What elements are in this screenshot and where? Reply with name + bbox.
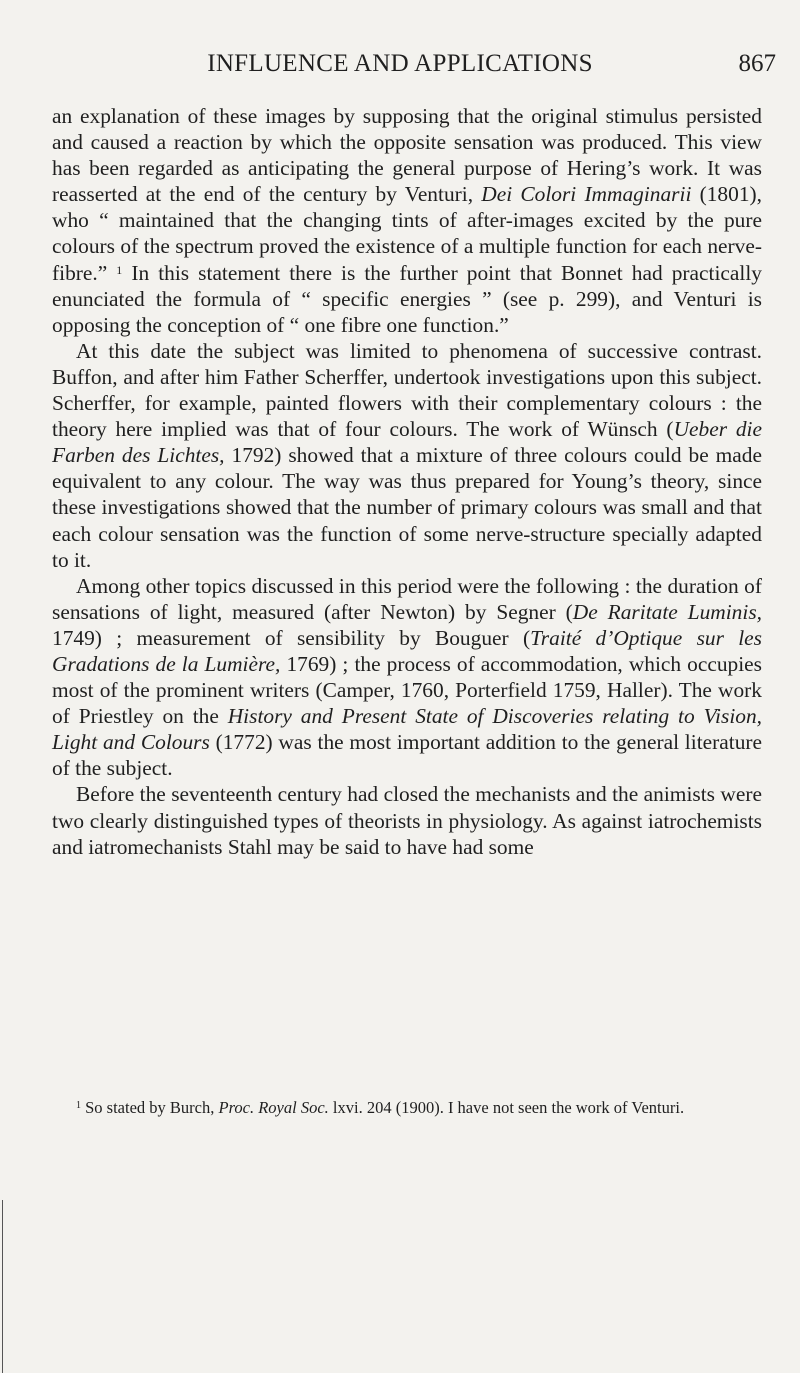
footnote-marker: 1 — [76, 1100, 81, 1111]
italic-title: De Raritate Luminis, — [572, 599, 762, 624]
text-run: At this date the subject was limited to phenomena of successive contrast. Buffon, and after him Father Scherffer, undertook investigations upon this subject. Scherffer, for example, painted flowers with their complementary colours : the theory here implied was that of four colours. The work of Wünsch ( — [52, 338, 762, 442]
running-title: INFLUENCE AND APPLICATIONS — [207, 50, 593, 77]
paragraph — [52, 103, 762, 338]
text-run: 1792) showed that a mixture of three colours could be made equivalent to any colour. The way was thus prepared for Young’s theory, since these investigations showed that the number of primary colours was small and that each colour sensation was the function of some nerve-structure specially adapted to it. — [52, 443, 762, 572]
italic-title: Ueber die Farben des Lichtes, — [52, 417, 762, 468]
paragraph — [52, 573, 762, 782]
page-edge-line — [2, 1200, 3, 1373]
body-text — [52, 103, 762, 860]
italic-title: Traité d’Optique sur les Gradations de la Lumière, — [52, 625, 762, 676]
footnote — [52, 1097, 762, 1119]
text-run: Among other topics discussed in this period were the following : the duration of sensations of light, measured (after Newton) by Segner ( — [52, 573, 762, 624]
page-header — [0, 44, 800, 84]
text-run: 1749) ; measurement of sensibility by Bouguer ( — [52, 625, 531, 650]
paragraph — [52, 338, 762, 573]
text-run: (1772) was the most important addition to the general literature of the subject. — [52, 730, 763, 781]
italic-title: History and Present State of Discoveries relating to Vision, Light and Colours — [52, 704, 762, 755]
text-run: (1801), who “ maintained that the changing tints of after-images excited by the pure colours of the spectrum proved the existence of a multiple function for each nerve-fibre.” — [52, 182, 762, 285]
page-number: 867 — [738, 50, 776, 77]
paragraph — [52, 781, 762, 859]
footnote-reference: 1 — [116, 262, 123, 277]
text-run: 1769) ; the process of accommodation, which occupies most of the prominent writers (Camper, 1760, Porterfield 1759, Haller). The work of Priestley on the — [52, 651, 762, 729]
text-run: So stated by Burch, — [81, 1098, 219, 1117]
italic-title: Proc. Royal Soc. — [218, 1098, 329, 1117]
text-run: In this statement there is the further point that Bonnet had practically enunciated the formula of “ specific energies ” (see p. 299), and Venturi is opposing the conception of “ one fibre one function.” — [52, 260, 762, 337]
text-run: lxvi. 204 (1900). I have not seen the work of Venturi. — [328, 1098, 685, 1117]
italic-title: Dei Colori Immaginarii — [481, 182, 692, 207]
text-run: Before the seventeenth century had closed the mechanists and the animists were two clearly distinguished types of theorists in physiology. As against iatrochemists and iatromechanists Stahl may be said to have had some — [52, 782, 762, 859]
footnotes — [52, 1097, 762, 1119]
text-run: an explanation of these images by supposing that the original stimulus persisted and caused a reaction by which the opposite sensation was produced. This view has been regarded as anticipating the general purpose of Hering’s work. It was reasserted at the end of the century by Venturi, — [52, 104, 762, 207]
